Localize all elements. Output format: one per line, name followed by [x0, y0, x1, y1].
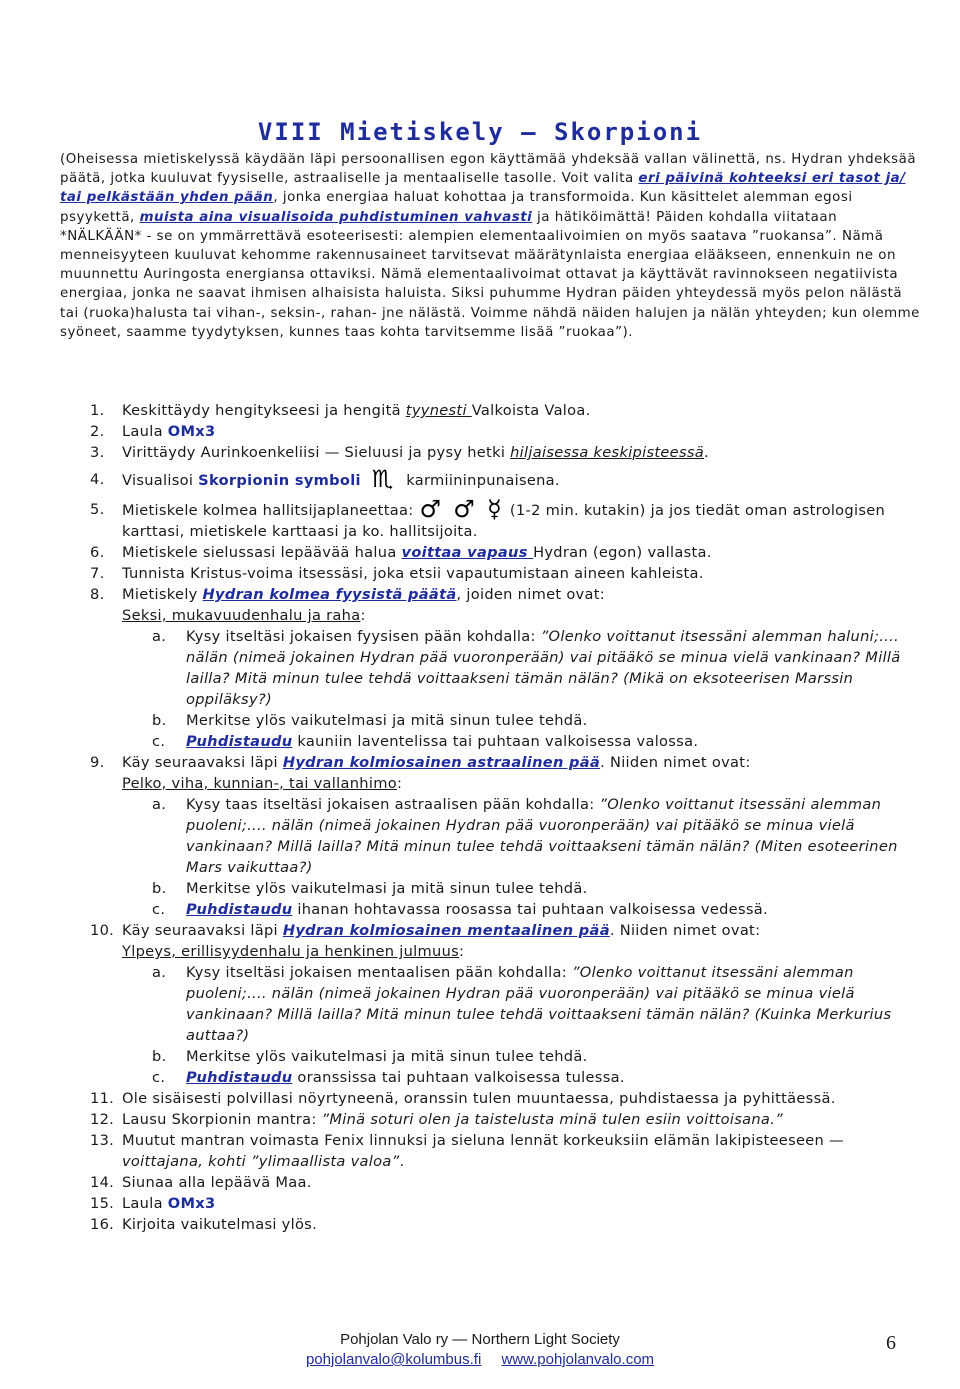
- step-text: Mietiskele kolmea hallitsijaplaneettaa:: [122, 502, 414, 519]
- mantra-text: ”Minä soturi olen ja taistelusta minä tulen esiin voittoisana.”: [321, 1111, 783, 1128]
- heads-names: Ylpeys, erillisyydenhalu ja henkinen julmuus: [122, 943, 460, 960]
- step-emphasis: OMx3: [167, 423, 216, 440]
- meditation-steps: [60, 400, 920, 1235]
- step-text: Visualisoi: [122, 472, 199, 489]
- heads-names: Pelko, viha, kunnian-, tai vallanhimo: [122, 775, 397, 792]
- step-text: Valkoista Valoa.: [471, 402, 591, 419]
- header-line-1: Pohjolan Valo ry — Northern Light Society: [340, 24, 620, 41]
- intro-highlight-1: eri päivinä kohteeksi eri tasot ja/ tai pelkästään yhden pään: [60, 171, 906, 206]
- scorpio-symbol-icon: ♏: [371, 465, 396, 493]
- intro-text-2: , jonka energiaa haluat kohottaa ja transformoida. Kun käsittelet alemman egosi psyykettä,: [60, 190, 853, 225]
- step-text: Laula: [122, 1195, 168, 1212]
- substep-a: [122, 626, 920, 710]
- step-number: 13.: [90, 1132, 115, 1149]
- substep-c: [122, 899, 920, 920]
- step-emphasis: Hydran kolmiosainen mentaalinen pää: [282, 922, 610, 939]
- step-text: . Niiden nimet ovat:: [609, 922, 761, 939]
- substep-question: ”Olenko voittanut itsessäni alemman puoleni;.... nälän (nimeä jokainen Hydran pää vuoronperään) vai pitääkö se minua vielä vankinaan? Millä lailla? Mitä minun tulee tehdä voittaakseni tämän nälän? (Kuinka Merkurius auttaa?): [186, 964, 892, 1044]
- substep-a: [122, 962, 920, 1046]
- step-8: [60, 584, 920, 752]
- footer: [0, 1330, 960, 1370]
- step-16: [60, 1214, 920, 1235]
- step-text: .: [704, 444, 709, 461]
- step-number: 9.: [90, 754, 105, 771]
- step-number: 16.: [90, 1216, 115, 1233]
- step-text: Mietiskely: [122, 586, 203, 603]
- step-underlined: hiljaisessa keskipisteessä: [510, 444, 704, 461]
- step-number: 6.: [90, 544, 105, 561]
- step-text: karmiininpunaisena.: [401, 472, 560, 489]
- step-11: [60, 1088, 920, 1109]
- substep-c: [122, 731, 920, 752]
- step-4: [60, 465, 920, 493]
- substep-text: ihanan hohtavassa roosassa tai puhtaan valkoisessa vedessä.: [292, 901, 768, 918]
- substep-emphasis: Puhdistaudu: [186, 901, 293, 918]
- substep-letter: c.: [152, 1069, 166, 1086]
- step-10: [60, 920, 920, 1088]
- step-text: Laula: [122, 423, 168, 440]
- step-text: Hydran (egon) vallasta.: [533, 544, 712, 561]
- substep-emphasis: Puhdistaudu: [186, 1069, 293, 1086]
- substep-a: [122, 794, 920, 878]
- substep-question: ”Olenko voittanut itsessäni alemman haluni;.... nälän (nimeä jokainen Hydran pää vuoronperään) vai pitääkö se minua vielä vankinaan? Millä lailla? Mitä minun tulee tehdä voittaakseni tämän nälän? (Mikä on eksoteerisen Marssin oppiläksy?): [186, 628, 901, 708]
- step-text: . Niiden nimet ovat:: [600, 754, 751, 771]
- step-text: :: [459, 943, 465, 960]
- step-7: [60, 563, 920, 584]
- step-number: 3.: [90, 444, 105, 461]
- substep-text: Kysy taas itseltäsi jokaisen astraalisen pään kohdalla:: [186, 796, 600, 813]
- substep-letter: b.: [152, 712, 167, 729]
- substep-letter: b.: [152, 1048, 167, 1065]
- header-line-3: Skorpioni-Jousimies: [412, 64, 548, 81]
- step-text: Käy seuraavaksi läpi: [122, 754, 283, 771]
- step-number: 5.: [90, 501, 105, 518]
- step-text: Ole sisäisesti polvillasi nöyrtyneenä, oranssin tulen muuntaessa, puhdistaessa ja pyhittäessä.: [122, 1090, 836, 1107]
- substep-text: Kysy itseltäsi jokaisen fyysisen pään kohdalla:: [186, 628, 541, 645]
- step-number: 2.: [90, 423, 105, 440]
- step-text: Keskittäydy hengitykseesi ja hengitä: [122, 402, 406, 419]
- heads-names: Seksi, mukavuudenhalu ja raha: [122, 607, 361, 624]
- substep-b: [122, 1046, 920, 1067]
- step-text: Mietiskele sielussasi lepäävää halua: [122, 544, 402, 561]
- step-number: 1.: [90, 402, 105, 419]
- step-text: :: [360, 607, 366, 624]
- step-text: (1-2 min. kutakin) ja jos tiedät oman astrologisen karttasi, mietiskele karttaasi ja ko. hallitsijoita.: [122, 502, 886, 540]
- substeps: [122, 962, 920, 1088]
- step-5: [60, 495, 920, 542]
- step-text: Virittäydy Aurinkoenkeliisi — Sieluusi ja pysy hetki: [122, 444, 511, 461]
- step-1: [60, 400, 920, 421]
- substep-letter: c.: [152, 901, 166, 918]
- step-12: [60, 1109, 920, 1130]
- step-emphasis: Hydran kolmiosainen astraalinen pää: [282, 754, 601, 771]
- step-number: 12.: [90, 1111, 115, 1128]
- substep-text: Merkitse ylös vaikutelmasi ja mitä sinun tulee tehdä.: [186, 712, 588, 729]
- step-text: , joiden nimet ovat:: [456, 586, 605, 603]
- step-2: [60, 421, 920, 442]
- intro-paragraph: [60, 150, 920, 342]
- step-14: [60, 1172, 920, 1193]
- substep-letter: a.: [152, 964, 167, 981]
- step-15: [60, 1193, 920, 1214]
- intro-text-1: (Oheisessa mietiskelyssä käydään läpi persoonallisen egon käyttämää yhdeksää vallan välinettä, ns. Hydran yhdeksää päätä, jotka kuuluvat fyysiselle, astraaliselle ja mentaaliselle tasolle. Voit valita: [60, 152, 917, 187]
- step-number: 8.: [90, 586, 105, 603]
- website-link[interactable]: www.pohjolanvalo.com: [501, 1351, 655, 1368]
- step-text: Kirjoita vaikutelmasi ylös.: [122, 1216, 318, 1233]
- email-link[interactable]: pohjolanvalo@kolumbus.fi: [305, 1351, 482, 1368]
- substep-b: [122, 710, 920, 731]
- step-9: [60, 752, 920, 920]
- step-text: Muutut mantran voimasta Fenix linnuksi ja sieluna lennät korkeuksiin elämän lakipisteeseen —: [122, 1132, 844, 1149]
- step-emphasis: voittaa vapaus: [401, 544, 534, 561]
- substep-question: ”Olenko voittanut itsessäni alemman puoleni;.... nälän (nimeä jokainen Hydran pää vuoronperään) vai pitääkö se minua vielä vankinaan? Millä lailla? Mitä minun tulee tehdä voittaakseni tämän nälän? (Miten esoteerinen Mars vaikuttaa?): [186, 796, 898, 876]
- step-text: Käy seuraavaksi läpi: [122, 922, 283, 939]
- step-number: 15.: [90, 1195, 115, 1212]
- header-line-2: Teemakuukaudet 8: [416, 44, 544, 61]
- step-text: :: [396, 775, 403, 792]
- step-text: Siunaa alla lepäävä Maa.: [122, 1174, 312, 1191]
- substep-letter: c.: [152, 733, 166, 750]
- substep-letter: a.: [152, 796, 167, 813]
- substep-text: Kysy itseltäsi jokaisen mentaalisen pään kohdalla:: [186, 964, 572, 981]
- step-3: [60, 442, 920, 463]
- step-text: Lausu Skorpionin mantra:: [122, 1111, 322, 1128]
- substep-emphasis: Puhdistaudu: [186, 733, 293, 750]
- step-text: Tunnista Kristus-voima itsessäsi, joka etsii vapautumistaan aineen kahleista.: [122, 565, 704, 582]
- substeps: [122, 626, 920, 752]
- substep-text: Merkitse ylös vaikutelmasi ja mitä sinun tulee tehdä.: [186, 1048, 588, 1065]
- page-title: VIII Mietiskely — Skorpioni: [257, 118, 703, 146]
- step-emphasis: Skorpionin symboli: [198, 472, 361, 489]
- substep-text: oranssissa tai puhtaan valkoisessa tulessa.: [292, 1069, 625, 1086]
- step-number: 11.: [90, 1090, 115, 1107]
- step-emphasis: OMx3: [167, 1195, 216, 1212]
- footer-org: Pohjolan Valo ry — Northern Light Society: [340, 1331, 620, 1348]
- intro-highlight-2: muista aina visualisoida puhdistuminen vahvasti: [139, 209, 533, 225]
- step-number: 4.: [90, 471, 105, 488]
- substep-letter: a.: [152, 628, 167, 645]
- step-emphasis: Hydran kolmea fyysistä päätä: [202, 586, 457, 603]
- step-italic: voittajana, kohti ”ylimaallista valoa”: [122, 1153, 400, 1170]
- substep-b: [122, 878, 920, 899]
- step-underlined: tyynesti: [405, 402, 472, 419]
- footer-links: [0, 1350, 960, 1370]
- step-number: 7.: [90, 565, 105, 582]
- substep-letter: b.: [152, 880, 167, 897]
- substep-c: [122, 1067, 920, 1088]
- substep-text: kauniin laventelissa tai puhtaan valkoisessa valossa.: [292, 733, 699, 750]
- page-number: 6: [886, 1332, 896, 1354]
- intro-text-3: ja hätiköimättä! Päiden kohdalla viitataan *NÄLKÄÄN* - se on ymmärrettävä esoteerisesti: alempien elementaalivoimien on myös saatava ”ruokansa”. Nämä menneisyyteen kuuluvat kehomme rakennusaineet tarvitsevat määrätynlaista energiaa elääkseen, ennenkuin ne on muunnettu Auringosta energiansa ottaviksi. Nämä elementaalivoimat ottavat ja käyttävät ravinnokseen negatiivista energiaa, jonka ne saavat ihmisen alhaisista haluista. Siksi puhumme Hydran päiden yhteydessä myös pelon nälästä tai (ruoka)halusta tai vihan-, seksin-, rahan- jne nälästä. Voimme nähdä näiden halujen ja nälän yhteyden; kun olemme syöneet, saamme tyydytyksen, kunnes taas kohta tarvitsemme lisää ”ruokaa”).: [60, 209, 920, 340]
- substeps: [122, 794, 920, 920]
- step-number: 10.: [90, 922, 115, 939]
- step-number: 14.: [90, 1174, 115, 1191]
- step-text: .: [399, 1153, 405, 1170]
- planet-symbols-icon: ♂ ♂ ☿: [419, 495, 504, 523]
- step-6: [60, 542, 920, 563]
- step-13: [60, 1130, 920, 1172]
- substep-text: Merkitse ylös vaikutelmasi ja mitä sinun tulee tehdä.: [186, 880, 588, 897]
